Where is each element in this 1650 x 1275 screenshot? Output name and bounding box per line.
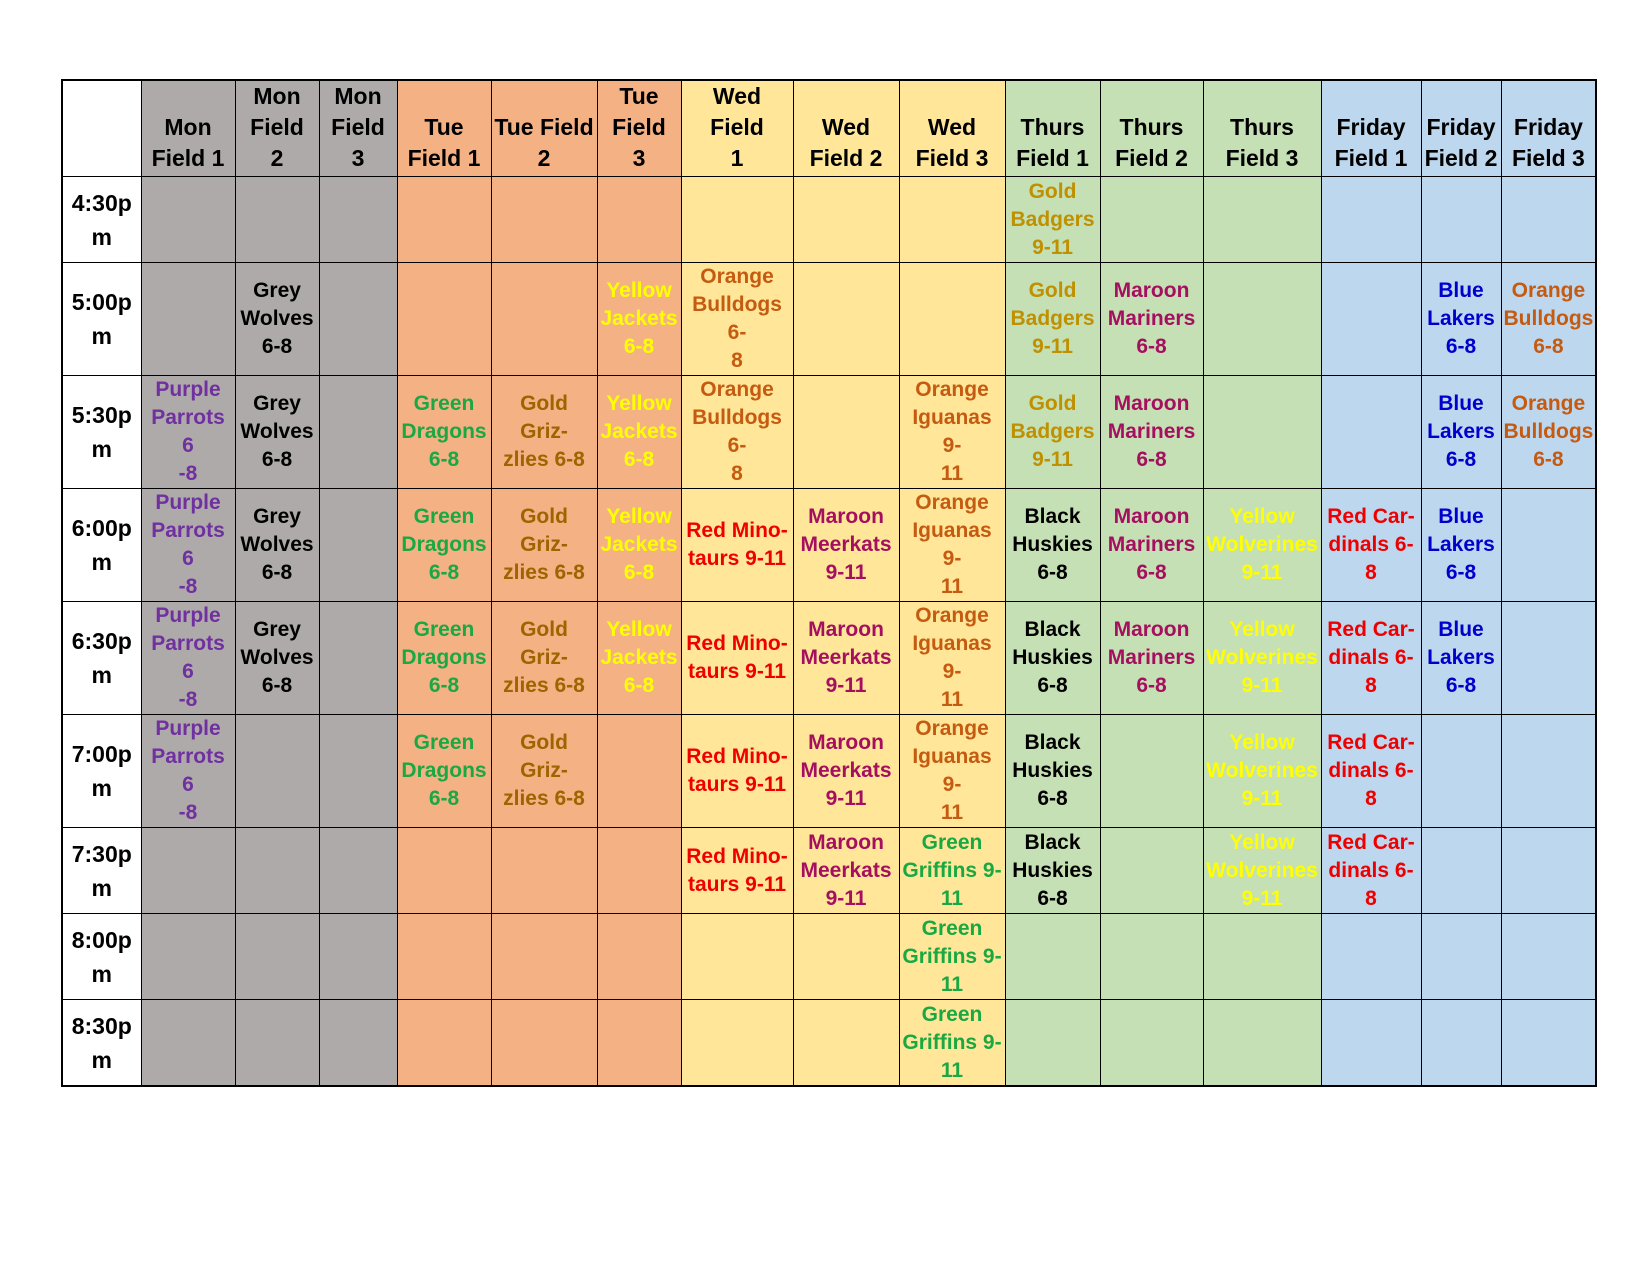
team-booking: Yellow Jackets 6-8 [597,602,681,715]
team-booking: Black Huskies 6-8 [1005,489,1100,602]
team-booking: Gold Badgers 9-11 [1005,263,1100,376]
empty-slot [397,177,491,263]
column-header: Wed Field 1 [681,80,793,177]
column-header: Friday Field 3 [1501,80,1596,177]
team-booking: Blue Lakers 6-8 [1421,602,1501,715]
empty-slot [793,376,899,489]
team-booking: Yellow Wolverines 9-11 [1203,602,1321,715]
empty-slot [1203,1000,1321,1087]
empty-slot [319,602,397,715]
schedule-row [62,177,1596,263]
empty-slot [491,1000,597,1087]
empty-slot [1100,828,1203,914]
empty-slot [1421,914,1501,1000]
column-header: Mon Field 3 [319,80,397,177]
team-booking: Green Griffins 9- 11 [899,1000,1005,1087]
column-header: Tue Field 2 [491,80,597,177]
column-header: Tue Field 1 [397,80,491,177]
time-slot-label: 5:00p m [62,263,141,376]
empty-slot [141,914,235,1000]
empty-slot [235,1000,319,1087]
empty-slot [397,263,491,376]
empty-slot [141,1000,235,1087]
schedule-row [62,1000,1596,1087]
empty-slot [681,1000,793,1087]
schedule-row [62,263,1596,376]
empty-slot [1203,376,1321,489]
team-booking: Blue Lakers 6-8 [1421,263,1501,376]
time-slot-label: 7:00p m [62,715,141,828]
team-booking: Blue Lakers 6-8 [1421,376,1501,489]
schedule-row [62,828,1596,914]
empty-slot [597,1000,681,1087]
team-booking: Maroon Mariners 6-8 [1100,263,1203,376]
column-header: Mon Field 2 [235,80,319,177]
empty-slot [141,177,235,263]
team-booking: Red Mino- taurs 9-11 [681,602,793,715]
team-booking: Black Huskies 6-8 [1005,828,1100,914]
schedule-row [62,715,1596,828]
empty-slot [491,914,597,1000]
empty-slot [491,177,597,263]
team-booking: Green Griffins 9- 11 [899,828,1005,914]
team-booking: Purple Parrots 6 -8 [141,602,235,715]
team-booking: Purple Parrots 6 -8 [141,376,235,489]
empty-slot [397,914,491,1000]
team-booking: Yellow Jackets 6-8 [597,489,681,602]
empty-slot [491,263,597,376]
empty-slot [1421,828,1501,914]
team-booking: Maroon Mariners 6-8 [1100,602,1203,715]
team-booking: Black Huskies 6-8 [1005,602,1100,715]
empty-slot [1005,1000,1100,1087]
column-header: Thurs Field 3 [1203,80,1321,177]
empty-slot [1501,715,1596,828]
empty-slot [319,376,397,489]
team-booking: Red Car- dinals 6-8 [1321,715,1421,828]
team-booking: Red Mino- taurs 9-11 [681,715,793,828]
empty-slot [1203,177,1321,263]
team-booking: Blue Lakers 6-8 [1421,489,1501,602]
team-booking: Green Dragons 6-8 [397,376,491,489]
empty-slot [1321,1000,1421,1087]
column-header: Wed Field 3 [899,80,1005,177]
empty-slot [1321,376,1421,489]
empty-slot [319,489,397,602]
column-header: Friday Field 1 [1321,80,1421,177]
team-booking: Red Mino- taurs 9-11 [681,828,793,914]
column-header: Wed Field 2 [793,80,899,177]
empty-slot [597,715,681,828]
empty-slot [793,263,899,376]
empty-slot [597,177,681,263]
team-booking: Orange Iguanas 9- 11 [899,376,1005,489]
team-booking: Purple Parrots 6 -8 [141,489,235,602]
empty-slot [491,828,597,914]
team-booking: Green Dragons 6-8 [397,715,491,828]
empty-slot [1501,177,1596,263]
schedule-row [62,914,1596,1000]
team-booking: Green Dragons 6-8 [397,489,491,602]
team-booking: Green Griffins 9- 11 [899,914,1005,1000]
team-booking: Grey Wolves 6-8 [235,602,319,715]
team-booking: Gold Badgers 9-11 [1005,376,1100,489]
team-booking: Orange Bulldogs 6-8 [1501,376,1596,489]
team-booking: Red Car- dinals 6-8 [1321,602,1421,715]
team-booking: Yellow Wolverines 9-11 [1203,715,1321,828]
empty-slot [1203,914,1321,1000]
team-booking: Yellow Jackets 6-8 [597,263,681,376]
empty-slot [319,1000,397,1087]
team-booking: Gold Griz- zlies 6-8 [491,376,597,489]
empty-slot [1100,715,1203,828]
team-booking: Orange Iguanas 9- 11 [899,602,1005,715]
team-booking: Gold Griz- zlies 6-8 [491,489,597,602]
team-booking: Red Mino- taurs 9-11 [681,489,793,602]
team-booking: Yellow Wolverines 9-11 [1203,828,1321,914]
empty-slot [319,914,397,1000]
empty-slot [1501,914,1596,1000]
empty-slot [319,263,397,376]
header-row [62,80,1596,177]
empty-slot [141,263,235,376]
team-booking: Red Car- dinals 6-8 [1321,489,1421,602]
team-booking: Grey Wolves 6-8 [235,263,319,376]
empty-slot [793,1000,899,1087]
empty-slot [597,828,681,914]
time-slot-label: 7:30p m [62,828,141,914]
empty-slot [1501,1000,1596,1087]
team-booking: Grey Wolves 6-8 [235,376,319,489]
team-booking: Gold Badgers 9-11 [1005,177,1100,263]
empty-slot [1321,914,1421,1000]
team-booking: Orange Iguanas 9- 11 [899,489,1005,602]
empty-slot [235,715,319,828]
empty-slot [793,177,899,263]
empty-slot [319,715,397,828]
column-header: Tue Field 3 [597,80,681,177]
time-slot-label: 6:00p m [62,489,141,602]
team-booking: Green Dragons 6-8 [397,602,491,715]
empty-slot [235,828,319,914]
time-slot-label: 6:30p m [62,602,141,715]
empty-slot [1005,914,1100,1000]
empty-slot [681,177,793,263]
time-slot-label: 8:30p m [62,1000,141,1087]
empty-slot [1501,602,1596,715]
team-booking: Purple Parrots 6 -8 [141,715,235,828]
time-slot-label: 5:30p m [62,376,141,489]
team-booking: Maroon Mariners 6-8 [1100,489,1203,602]
schedule-row [62,602,1596,715]
empty-slot [1421,715,1501,828]
empty-slot [1203,263,1321,376]
empty-slot [1100,1000,1203,1087]
empty-slot [597,914,681,1000]
team-booking: Yellow Jackets 6-8 [597,376,681,489]
column-header: Thurs Field 1 [1005,80,1100,177]
field-schedule-table [61,79,1597,1087]
team-booking: Yellow Wolverines 9-11 [1203,489,1321,602]
team-booking: Orange Iguanas 9- 11 [899,715,1005,828]
empty-slot [899,263,1005,376]
empty-slot [141,828,235,914]
empty-slot [1421,177,1501,263]
empty-slot [1100,914,1203,1000]
column-header: Mon Field 1 [141,80,235,177]
empty-slot [1501,489,1596,602]
empty-slot [319,177,397,263]
column-header: Friday Field 2 [1421,80,1501,177]
team-booking: Maroon Meerkats 9-11 [793,828,899,914]
time-slot-label: 8:00p m [62,914,141,1000]
empty-slot [899,177,1005,263]
team-booking: Grey Wolves 6-8 [235,489,319,602]
time-slot-label: 4:30p m [62,177,141,263]
team-booking: Orange Bulldogs 6- 8 [681,263,793,376]
column-header: Thurs Field 2 [1100,80,1203,177]
team-booking: Gold Griz- zlies 6-8 [491,715,597,828]
team-booking: Orange Bulldogs 6- 8 [681,376,793,489]
team-booking: Maroon Meerkats 9-11 [793,715,899,828]
team-booking: Black Huskies 6-8 [1005,715,1100,828]
empty-slot [397,828,491,914]
empty-slot [1421,1000,1501,1087]
team-booking: Maroon Meerkats 9-11 [793,489,899,602]
empty-slot [1321,263,1421,376]
schedule-row [62,489,1596,602]
empty-slot [793,914,899,1000]
empty-slot [319,828,397,914]
schedule-row [62,376,1596,489]
team-booking: Gold Griz- zlies 6-8 [491,602,597,715]
corner-cell [62,80,141,177]
empty-slot [1321,177,1421,263]
empty-slot [1501,828,1596,914]
team-booking: Maroon Mariners 6-8 [1100,376,1203,489]
empty-slot [397,1000,491,1087]
team-booking: Maroon Meerkats 9-11 [793,602,899,715]
team-booking: Orange Bulldogs 6-8 [1501,263,1596,376]
empty-slot [1100,177,1203,263]
empty-slot [235,177,319,263]
empty-slot [681,914,793,1000]
empty-slot [235,914,319,1000]
team-booking: Red Car- dinals 6-8 [1321,828,1421,914]
